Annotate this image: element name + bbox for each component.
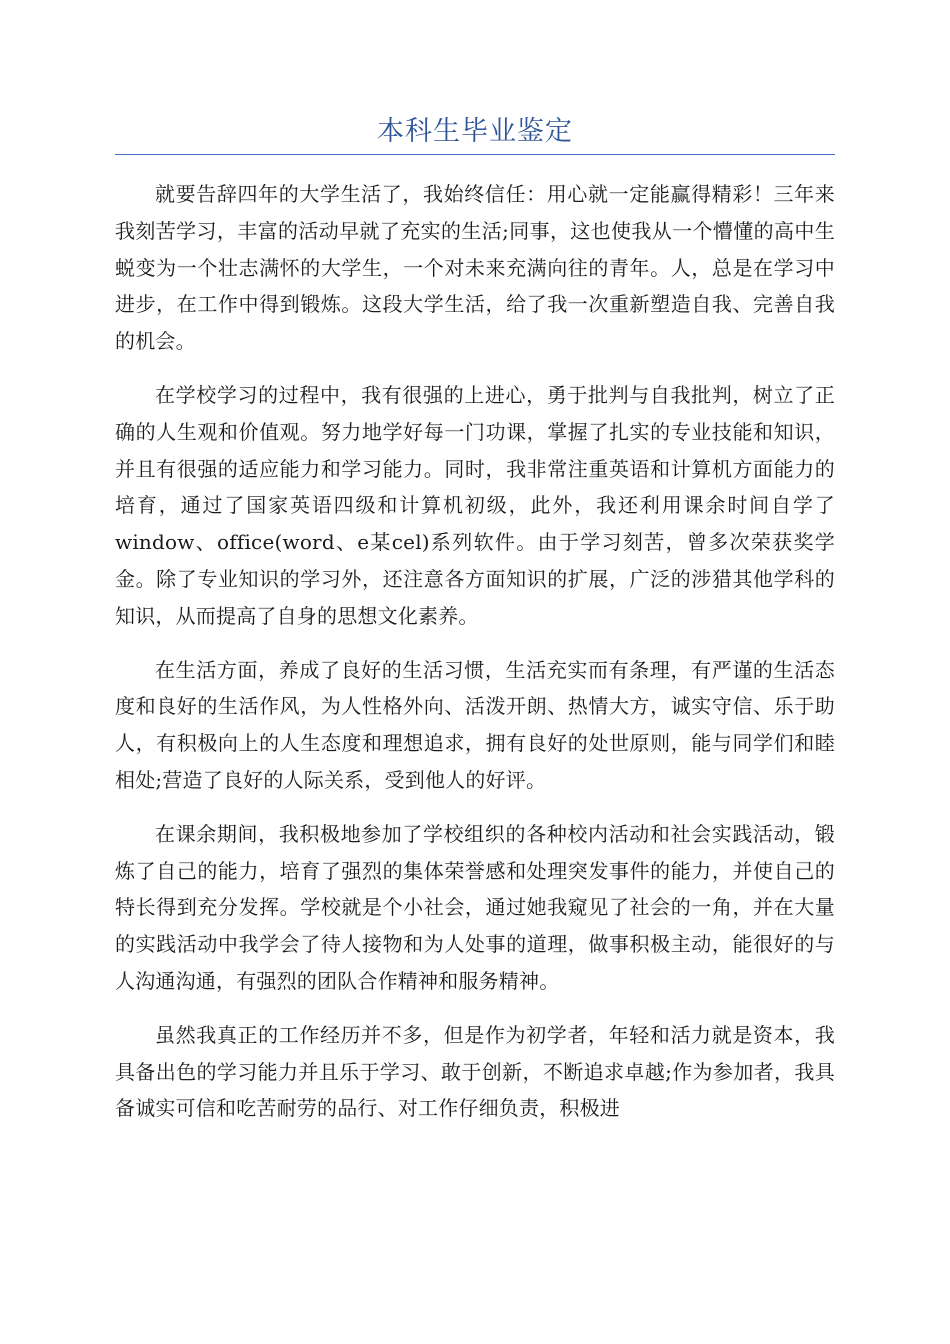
document-body	[115, 176, 835, 1144]
document-title: 本科生毕业鉴定	[377, 116, 573, 147]
paragraph-1: 就要告辞四年的大学生活了，我始终信任：用心就一定能赢得精彩！三年来我刻苦学习，丰富的活动早就了充实的生活;同事，这也使我从一个懵懂的高中生蜕变为一个壮志满怀的大学生，一个对未来充满向往的青年。人，总是在学习中进步，在工作中得到锻炼。这段大学生活，给了我一次重新塑造自我、完善自我的机会。	[115, 182, 835, 354]
paragraph-3: 在生活方面，养成了良好的生活习惯，生活充实而有条理，有严谨的生活态度和良好的生活作风，为人性格外向、活泼开朗、热情大方，诚实守信、乐于助人，有积极向上的人生态度和理想追求，拥有良好的处世原则，能与同学们和睦相处;营造了良好的人际关系，受到他人的好评。	[115, 657, 835, 792]
paragraph-5: 虽然我真正的工作经历并不多，但是作为初学者，年轻和活力就是资本，我具备出色的学习能力并且乐于学习、敢于创新，不断追求卓越;作为参加者，我具备诚实可信和吃苦耐劳的品行、对工作仔细负责，积极进	[115, 1022, 835, 1121]
title-underline	[115, 154, 835, 155]
paragraph-4: 在课余期间，我积极地参加了学校组织的各种校内活动和社会实践活动，锻炼了自己的能力，培育了强烈的集体荣誉感和处理突发事件的能力，并使自己的特长得到充分发挥。学校就是个小社会，通过她我窥见了社会的一角，并在大量的实践活动中我学会了待人接物和为人处事的道理，做事积极主动，能很好的与人沟通沟通，有强烈的团队合作精神和服务精神。	[115, 821, 835, 993]
paragraph-2: 在学校学习的过程中，我有很强的上进心，勇于批判与自我批判，树立了正确的人生观和价值观。努力地学好每一门功课，掌握了扎实的专业技能和知识，并且有很强的适应能力和学习能力。同时，我非常注重英语和计算机方面能力的培育，通过了国家英语四级和计算机初级，此外，我还利用课余时间自学了window、office(word、e某cel)系列软件。由于学习刻苦，曾多次荣获奖学金。除了专业知识的学习外，还注意各方面知识的扩展，广泛的涉猎其他学科的知识，从而提高了自身的思想文化素养。	[115, 382, 835, 628]
